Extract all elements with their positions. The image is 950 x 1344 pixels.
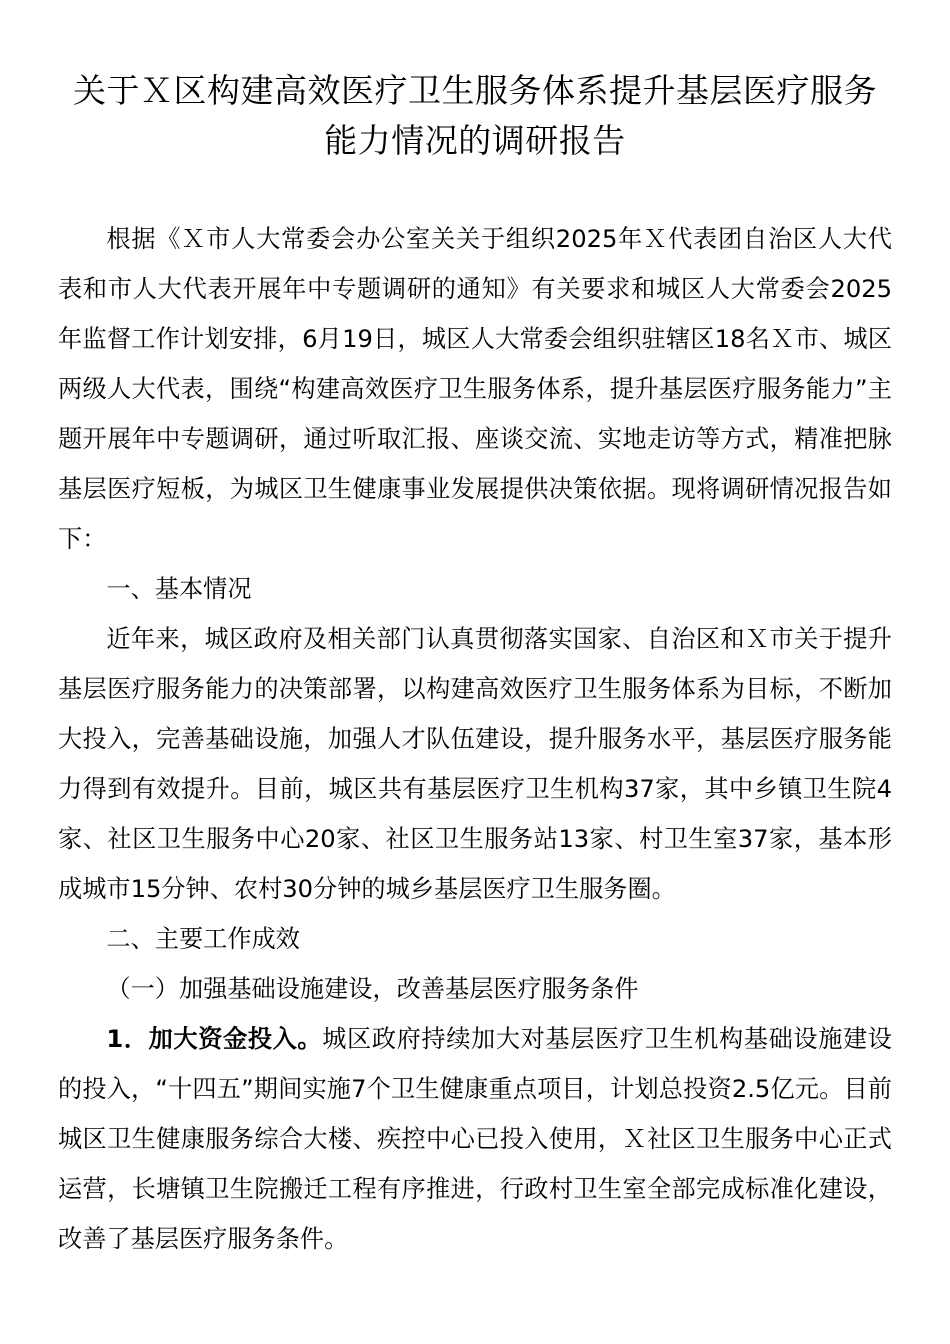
- section-heading-basic-situation: 一、基本情况: [106, 575, 252, 603]
- document-title: 关于Ｘ区构建高效医疗卫生服务体系提升基层医疗服务能力情况的调研报告: [73, 71, 877, 160]
- item-text-funding: 城区政府持续加大对基层医疗卫生机构基础设施建设的投入，“十四五”期间实施7个卫生健康重点项目，计划总投资2.5亿元。目前城区卫生健康服务综合大楼、疾控中心已投入使用，Ｘ社区卫生服务中心正式运营，长塘镇卫生院搬迁工程有序推进，行政村卫生室全部完成标准化建设，改善了基层医疗服务条件。: [58, 1025, 892, 1253]
- item-paragraph-funding: [58, 1014, 892, 1264]
- item-lead-funding: 1．加大资金投入。: [106, 1025, 323, 1053]
- basic-situation-paragraph: 近年来，城区政府及相关部门认真贯彻落实国家、自治区和Ｘ市关于提升基层医疗服务能力的决策部署，以构建高效医疗卫生服务体系为目标，不断加大投入，完善基础设施，加强人才队伍建设，提升服务水平，基层医疗服务能力得到有效提升。目前，城区共有基层医疗卫生机构37家，其中乡镇卫生院4家、社区卫生服务中心20家、社区卫生服务站13家、村卫生室37家，基本形成城市15分钟、农村30分钟的城乡基层医疗卫生服务圈。: [58, 625, 892, 903]
- section-heading-main-achievements: 二、主要工作成效: [106, 925, 300, 953]
- intro-paragraph: 根据《Ｘ市人大常委会办公室关关于组织2025年Ｘ代表团自治区人大代表和市人大代表开展年中专题调研的通知》有关要求和城区人大常委会2025年监督工作计划安排，6月19日，城区人大常委会组织驻辖区18名Ｘ市、城区两级人大代表，围绕“构建高效医疗卫生服务体系，提升基层医疗服务能力”主题开展年中专题调研，通过听取汇报、座谈交流、实地走访等方式，精准把脉基层医疗短板，为城区卫生健康事业发展提供决策依据。现将调研情况报告如下：: [58, 225, 892, 553]
- subsection-heading-infrastructure: （一）加强基础设施建设，改善基层医疗服务条件: [106, 975, 639, 1003]
- document-body: [58, 214, 892, 1264]
